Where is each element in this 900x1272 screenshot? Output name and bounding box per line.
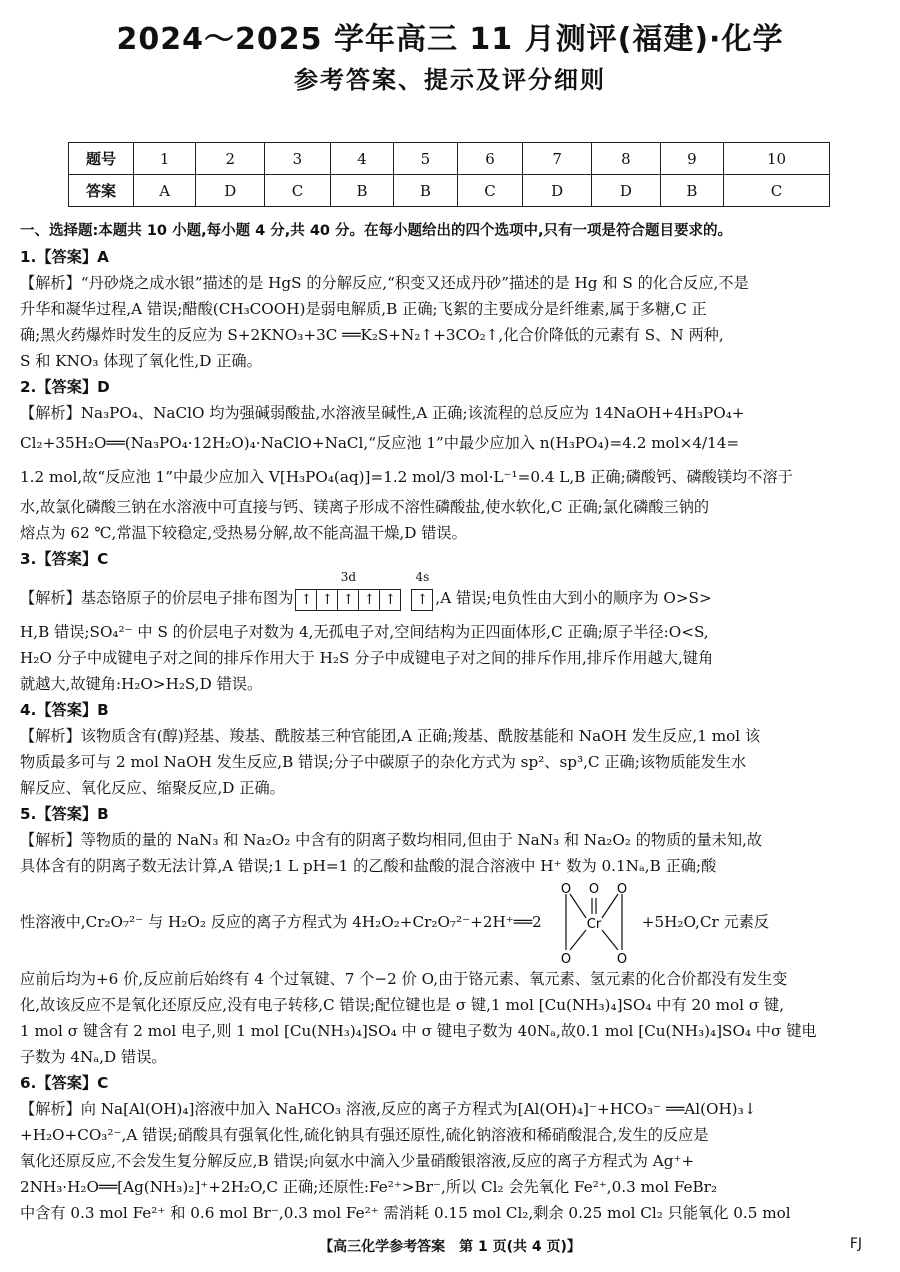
q4-line: 【解析】该物质含有(醇)羟基、羧基、酰胺基三种官能团,A 正确;羧基、酰胺基能和 NaOH 发生反应,1 mol 该 <box>20 727 761 745</box>
answer-cell: B <box>394 175 457 207</box>
q2-line: 熔点为 62 ℃,常温下较稳定,受热易分解,故不能高温干燥,D 错误。 <box>20 524 467 542</box>
answer-cell: D <box>196 175 265 207</box>
orbital-arrow: ↑ <box>338 590 359 610</box>
chromium-atom: Cr <box>586 917 601 932</box>
q5-answer: 5.【答案】B <box>20 805 109 823</box>
answer-table-answer-row <box>69 175 830 207</box>
q3-answer: 3.【答案】C <box>20 550 109 568</box>
orbital-arrow: ↑ <box>296 590 317 610</box>
q5-line: 应前后均为+6 价,反应前后始终有 4 个过氧键、7 个−2 价 O,由于铬元素、氧元素、氢元素的化合价都没有发生变 <box>20 970 788 988</box>
question-number: 5 <box>394 143 457 175</box>
oxygen-atom: O <box>616 952 627 966</box>
q6-answer: 6.【答案】C <box>20 1074 109 1092</box>
row-label-number: 题号 <box>69 143 134 175</box>
q5-text: 性溶液中,Cr₂O₇²⁻ 与 H₂O₂ 反应的离子方程式为 4H₂O₂+Cr₂O₇²⁻+2H⁺══2 <box>20 913 542 931</box>
question-number: 8 <box>592 143 661 175</box>
answer-cell: D <box>523 175 592 207</box>
question-number: 2 <box>196 143 265 175</box>
answer-cell: C <box>724 175 830 207</box>
q1-line: 升华和凝华过程,A 错误;醋酸(CH₃COOH)是弱电解质,B 正确;飞絮的主要成分是纤维素,属于多糖,C 正 <box>20 300 707 318</box>
q3-line: 就越大,故键角:H₂O>H₂S,D 错误。 <box>20 675 263 693</box>
q2-answer: 2.【答案】D <box>20 378 110 396</box>
page-title: 2024～2025 学年高三 11 月测评(福建)·化学 <box>116 22 784 57</box>
question-number: 10 <box>724 143 830 175</box>
footer-code: FJ <box>849 1236 862 1252</box>
answer-cell: C <box>457 175 523 207</box>
question-number: 4 <box>330 143 393 175</box>
q2-line: Cl₂+35H₂O══(Na₃PO₄·12H₂O)₄·NaClO+NaCl,“反应池 1”中最少应加入 n(H₃PO₄)=4.2 mol×4/14= <box>20 434 740 452</box>
q1-line: 确;黑火药爆炸时发生的反应为 S+2KNO₃+3C ══K₂S+N₂↑+3CO₂↑,化合价降低的元素有 S、N 两种, <box>20 326 724 344</box>
q3-line: H,B 错误;SO₄²⁻ 中 S 的价层电子对数为 4,无孤电子对,空间结构为正四面体形,C 正确;原子半径:O<S, <box>20 623 709 641</box>
q5-line: 具体含有的阴离子数无法计算,A 错误;1 L pH=1 的乙酸和盐酸的混合溶液中 H⁺ 数为 0.1Nₐ,B 正确;酸 <box>20 857 717 875</box>
orbital-3d-label: 3d <box>340 570 357 584</box>
oxygen-atom: O <box>560 882 571 897</box>
orbital-arrow: ↑ <box>317 590 338 610</box>
question-number: 9 <box>660 143 723 175</box>
orbital-3d-diagram <box>295 570 401 619</box>
orbital-4s-diagram <box>411 570 433 619</box>
answer-cell: D <box>592 175 661 207</box>
q5-line: 1 mol σ 键含有 2 mol 电子,则 1 mol [Cu(NH₃)₄]SO₄ 中 σ 键电子数为 40Nₐ,故0.1 mol [Cu(NH₃)₄]SO₄ 中σ 键电 <box>20 1022 817 1040</box>
oxygen-atom: O <box>560 952 571 966</box>
orbital-4s-label: 4s <box>415 570 430 584</box>
orbital-arrow: ↑ <box>359 590 380 610</box>
answer-cell: A <box>134 175 196 207</box>
q4-line: 解反应、氧化反应、缩聚反应,D 正确。 <box>20 779 285 797</box>
q2-line: 1.2 mol,故“反应池 1”中最少应加入 V[H₃PO₄(aq)]=1.2 mol/3 mol·L⁻¹=0.4 L,B 正确;磷酸钙、磷酸镁均不溶于 <box>20 468 793 486</box>
q3-line: H₂O 分子中成键电子对之间的排斥作用大于 H₂S 分子中成键电子对之间的排斥作用,排斥作用越大,键角 <box>20 649 714 667</box>
q1-answer: 1.【答案】A <box>20 248 109 266</box>
q1-line: S 和 KNO₃ 体现了氧化性,D 正确。 <box>20 352 262 370</box>
q5-line <box>20 879 882 966</box>
row-label-answer: 答案 <box>69 175 134 207</box>
answer-cell: C <box>265 175 331 207</box>
q6-line: +H₂O+CO₃²⁻,A 错误;硝酸具有强氧化性,硫化钠具有强还原性,硫化钠溶液和稀硝酸混合,发生的反应是 <box>20 1126 709 1144</box>
page-footer: 【高三化学参考答案 第 1 页(共 4 页)】 <box>319 1239 581 1255</box>
q5-line: 化,故该反应不是氧化还原反应,没有电子转移,C 错误;配位键也是 σ 键,1 mol [Cu(NH₃)₄]SO₄ 中有 20 mol σ 键, <box>20 996 785 1014</box>
question-number: 3 <box>265 143 331 175</box>
oxygen-atom: O <box>616 882 627 897</box>
q5-text: +5H₂O,Cr 元素反 <box>641 913 770 931</box>
q5-line: 【解析】等物质的量的 NaN₃ 和 Na₂O₂ 中含有的阴离子数均相同,但由于 NaN₃ 和 Na₂O₂ 的物质的量未知,故 <box>20 831 763 849</box>
answer-explanations <box>20 218 882 1226</box>
orbital-arrow: ↑ <box>416 592 429 608</box>
answer-table <box>68 142 830 207</box>
orbital-arrow: ↑ <box>384 592 397 608</box>
answer-cell: B <box>330 175 393 207</box>
q3-text: ,A 错误;电负性由大到小的顺序为 O>S> <box>435 589 712 607</box>
oxygen-atom: O <box>588 882 599 897</box>
q2-line: 水,故氯化磷酸三钠在水溶液中可直接与钙、镁离子形成不溶性磷酸盐,使水软化,C 正确;氯化磷酸三钠的 <box>20 498 710 516</box>
q6-line: 中含有 0.3 mol Fe²⁺ 和 0.6 mol Br⁻,0.3 mol Fe²⁺ 需消耗 0.15 mol Cl₂,剩余 0.25 mol Cl₂ 只能氧化 0.5 mol <box>20 1204 791 1222</box>
q3-text: 【解析】基态铬原子的价层电子排布图为 <box>20 589 294 607</box>
q2-line: 【解析】Na₃PO₄、NaClO 均为强碱弱酸盐,水溶液呈碱性,A 正确;该流程的总反应为 14NaOH+4H₃PO₄+ <box>20 404 745 422</box>
q6-line: 2NH₃·H₂O══[Ag(NH₃)₂]⁺+2H₂O,C 正确;还原性:Fe²⁺>Br⁻,所以 Cl₂ 会先氧化 Fe²⁺,0.3 mol FeBr₂ <box>20 1178 718 1196</box>
question-number: 6 <box>457 143 523 175</box>
q6-line: 氧化还原反应,不会发生复分解反应,B 错误;向氨水中滴入少量硝酸银溶液,反应的离子方程式为 Ag⁺+ <box>20 1152 695 1170</box>
q4-line: 物质最多可与 2 mol NaOH 发生反应,B 错误;分子中碳原子的杂化方式为 sp²、sp³,C 正确;该物质能发生水 <box>20 753 747 771</box>
q3-line <box>20 572 882 619</box>
answer-cell: B <box>660 175 723 207</box>
question-number: 1 <box>134 143 196 175</box>
q1-line: 【解析】“丹砂烧之成水银”描述的是 HgS 的分解反应,“积变又还成丹砂”描述的是 Hg 和 S 的化合反应,不是 <box>20 274 749 292</box>
q6-line: 【解析】向 Na[Al(OH)₄]溶液中加入 NaHCO₃ 溶液,反应的离子方程式为[Al(OH)₄]⁻+HCO₃⁻ ══Al(OH)₃↓ <box>20 1100 757 1118</box>
q5-line: 子数为 4Nₐ,D 错误。 <box>20 1048 167 1066</box>
page-subtitle: 参考答案、提示及评分细则 <box>294 66 606 94</box>
answer-table-number-row <box>69 143 830 175</box>
question-number: 7 <box>523 143 592 175</box>
q4-answer: 4.【答案】B <box>20 701 109 719</box>
cro5-structure <box>542 880 642 966</box>
section-heading: 一、选择题:本题共 10 小题,每小题 4 分,共 40 分。在每小题给出的四个选项中,只有一项是符合题目要求的。 <box>20 223 733 239</box>
